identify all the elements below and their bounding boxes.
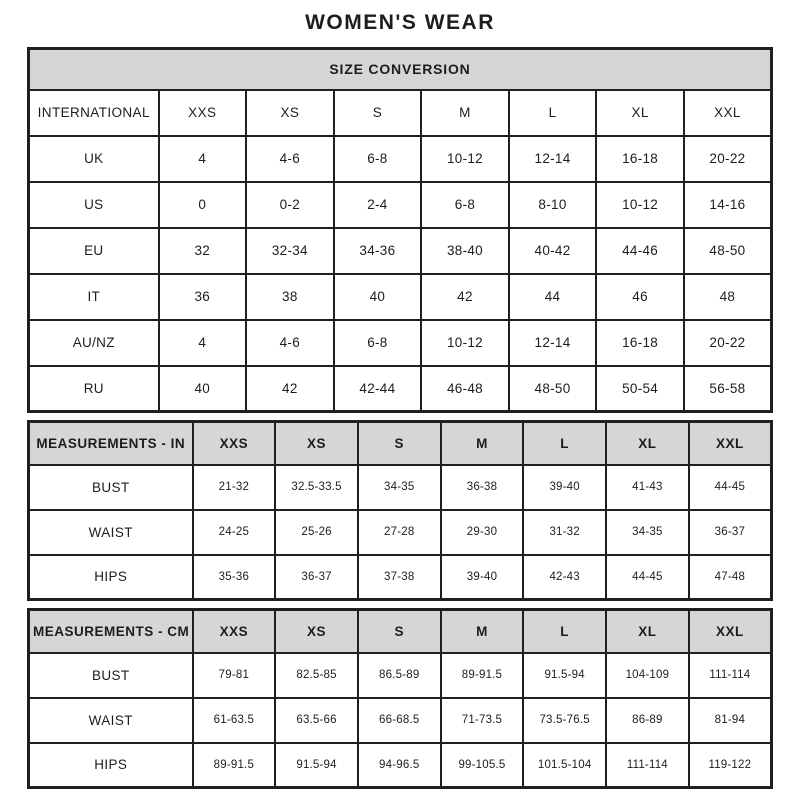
- table-cell: 31-32: [523, 510, 606, 555]
- table-cell: 104-109: [606, 653, 689, 698]
- table-cell: 101.5-104: [523, 743, 606, 788]
- column-header: S: [358, 422, 441, 465]
- table-cell: 27-28: [358, 510, 441, 555]
- table-cell: 111-114: [606, 743, 689, 788]
- table-cell: 42: [421, 274, 509, 320]
- column-header: XS: [246, 90, 334, 136]
- column-header: XXS: [193, 422, 276, 465]
- column-header: INTERNATIONAL: [29, 90, 159, 136]
- table-title: MEASUREMENTS - CM: [29, 610, 193, 653]
- table-cell: 48-50: [684, 228, 772, 274]
- column-header: S: [334, 90, 422, 136]
- column-header: L: [509, 90, 597, 136]
- row-label: EU: [29, 228, 159, 274]
- table-cell: 37-38: [358, 555, 441, 600]
- table-cell: 50-54: [596, 366, 684, 412]
- table-cell: 32: [159, 228, 247, 274]
- table-cell: 10-12: [421, 136, 509, 182]
- table-row: [29, 274, 772, 320]
- row-label: UK: [29, 136, 159, 182]
- table-row: [29, 698, 772, 743]
- table-cell: 4-6: [246, 136, 334, 182]
- table-cell: 14-16: [684, 182, 772, 228]
- table-cell: 42-43: [523, 555, 606, 600]
- table-cell: 82.5-85: [275, 653, 358, 698]
- column-header: L: [523, 422, 606, 465]
- table-cell: 86-89: [606, 698, 689, 743]
- table-cell: 10-12: [596, 182, 684, 228]
- table-cell: 16-18: [596, 320, 684, 366]
- row-label: BUST: [29, 465, 193, 510]
- table-cell: 24-25: [193, 510, 276, 555]
- table-cell: 119-122: [689, 743, 772, 788]
- table-cell: 63.5-66: [275, 698, 358, 743]
- column-header: XXL: [689, 610, 772, 653]
- row-label: AU/NZ: [29, 320, 159, 366]
- table-cell: 42-44: [334, 366, 422, 412]
- table-row: [29, 366, 772, 412]
- table-row: [29, 182, 772, 228]
- table-title: MEASUREMENTS - IN: [29, 422, 193, 465]
- table-cell: 38: [246, 274, 334, 320]
- column-header: XS: [275, 422, 358, 465]
- table-cell: 36-37: [275, 555, 358, 600]
- table-cell: 36-37: [689, 510, 772, 555]
- table-cell: 40-42: [509, 228, 597, 274]
- table-cell: 35-36: [193, 555, 276, 600]
- table-cell: 94-96.5: [358, 743, 441, 788]
- column-header: XL: [596, 90, 684, 136]
- table-header-row: [29, 422, 772, 465]
- row-label: WAIST: [29, 698, 193, 743]
- table-cell: 48: [684, 274, 772, 320]
- table-cell: 16-18: [596, 136, 684, 182]
- table-cell: 12-14: [509, 320, 597, 366]
- table-cell: 91.5-94: [523, 653, 606, 698]
- table-cell: 6-8: [421, 182, 509, 228]
- table-cell: 81-94: [689, 698, 772, 743]
- table-cell: 2-4: [334, 182, 422, 228]
- table-cell: 39-40: [523, 465, 606, 510]
- row-label: HIPS: [29, 743, 193, 788]
- table-cell: 6-8: [334, 320, 422, 366]
- column-header: XS: [275, 610, 358, 653]
- table-cell: 66-68.5: [358, 698, 441, 743]
- table-cell: 39-40: [441, 555, 524, 600]
- table-row: [29, 136, 772, 182]
- table-cell: 91.5-94: [275, 743, 358, 788]
- table-cell: 79-81: [193, 653, 276, 698]
- table-cell: 34-35: [358, 465, 441, 510]
- table-cell: 20-22: [684, 136, 772, 182]
- table-cell: 47-48: [689, 555, 772, 600]
- table-cell: 56-58: [684, 366, 772, 412]
- table-cell: 8-10: [509, 182, 597, 228]
- row-label: BUST: [29, 653, 193, 698]
- measurements-cm-table: [27, 608, 773, 789]
- table-row: [29, 228, 772, 274]
- table-cell: 21-32: [193, 465, 276, 510]
- table-cell: 44-45: [606, 555, 689, 600]
- column-header: M: [441, 610, 524, 653]
- column-header: S: [358, 610, 441, 653]
- column-header: XL: [606, 610, 689, 653]
- table-cell: 38-40: [421, 228, 509, 274]
- table-cell: 25-26: [275, 510, 358, 555]
- table-cell: 32.5-33.5: [275, 465, 358, 510]
- table-cell: 44-46: [596, 228, 684, 274]
- table-cell: 86.5-89: [358, 653, 441, 698]
- table-cell: 40: [159, 366, 247, 412]
- column-header: XXL: [689, 422, 772, 465]
- column-header: XXL: [684, 90, 772, 136]
- table-cell: 46: [596, 274, 684, 320]
- table-cell: 32-34: [246, 228, 334, 274]
- table-row: [29, 320, 772, 366]
- table-cell: 6-8: [334, 136, 422, 182]
- table-cell: 4: [159, 136, 247, 182]
- row-label: IT: [29, 274, 159, 320]
- table-cell: 111-114: [689, 653, 772, 698]
- table-cell: 71-73.5: [441, 698, 524, 743]
- table-cell: 36-38: [441, 465, 524, 510]
- table-cell: 34-35: [606, 510, 689, 555]
- table-cell: 41-43: [606, 465, 689, 510]
- measurements-in-table: [27, 420, 773, 601]
- table-cell: 36: [159, 274, 247, 320]
- table-cell: 12-14: [509, 136, 597, 182]
- table-row: [29, 653, 772, 698]
- table-row: [29, 465, 772, 510]
- table-cell: 89-91.5: [441, 653, 524, 698]
- table-cell: 29-30: [441, 510, 524, 555]
- table-cell: 44: [509, 274, 597, 320]
- table-cell: 20-22: [684, 320, 772, 366]
- size-conversion-table: [27, 47, 773, 413]
- row-label: US: [29, 182, 159, 228]
- table-header-row: [29, 49, 772, 90]
- table-cell: 0-2: [246, 182, 334, 228]
- column-header-row: [29, 90, 772, 136]
- column-header: L: [523, 610, 606, 653]
- table-cell: 34-36: [334, 228, 422, 274]
- table-cell: 4: [159, 320, 247, 366]
- table-title: SIZE CONVERSION: [29, 49, 772, 90]
- table-cell: 99-105.5: [441, 743, 524, 788]
- table-cell: 44-45: [689, 465, 772, 510]
- table-row: [29, 555, 772, 600]
- table-header-row: [29, 610, 772, 653]
- column-header: M: [441, 422, 524, 465]
- page-title: WOMEN'S WEAR: [305, 11, 495, 34]
- row-label: HIPS: [29, 555, 193, 600]
- column-header: XXS: [193, 610, 276, 653]
- column-header: XXS: [159, 90, 247, 136]
- table-cell: 42: [246, 366, 334, 412]
- table-cell: 40: [334, 274, 422, 320]
- table-row: [29, 743, 772, 788]
- table-row: [29, 510, 772, 555]
- table-cell: 48-50: [509, 366, 597, 412]
- table-cell: 46-48: [421, 366, 509, 412]
- table-cell: 73.5-76.5: [523, 698, 606, 743]
- table-cell: 61-63.5: [193, 698, 276, 743]
- column-header: M: [421, 90, 509, 136]
- table-cell: 4-6: [246, 320, 334, 366]
- column-header: XL: [606, 422, 689, 465]
- table-cell: 0: [159, 182, 247, 228]
- table-cell: 89-91.5: [193, 743, 276, 788]
- table-cell: 10-12: [421, 320, 509, 366]
- row-label: RU: [29, 366, 159, 412]
- row-label: WAIST: [29, 510, 193, 555]
